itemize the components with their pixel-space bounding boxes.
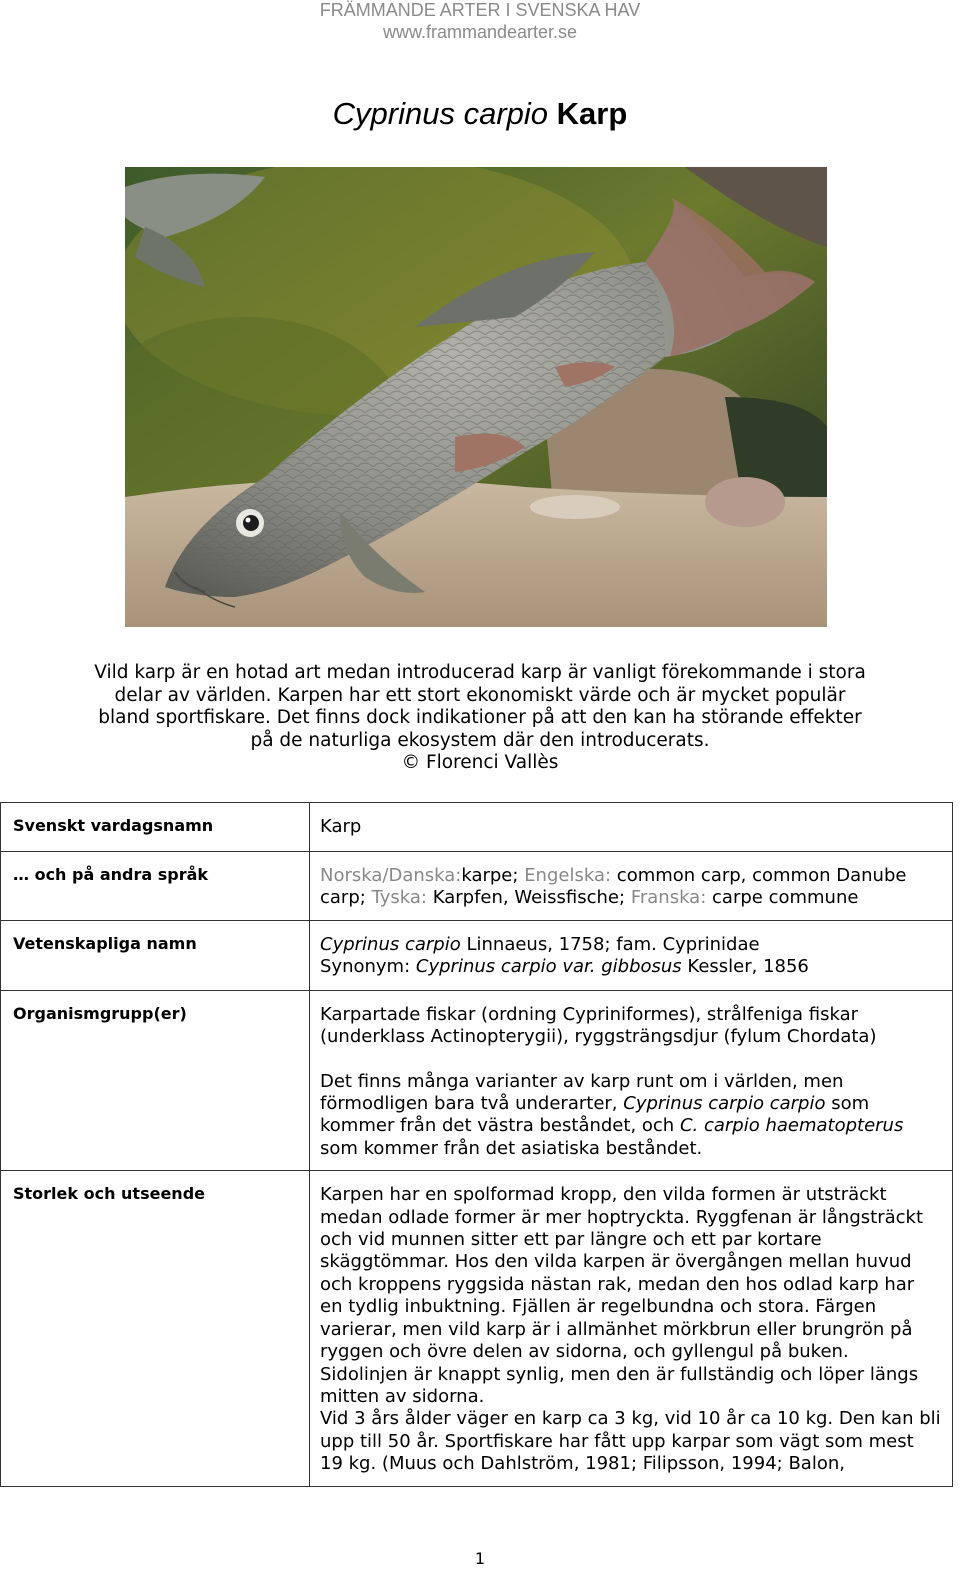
page-title xyxy=(0,96,960,132)
label-vardagsnamn: Svenskt vardagsnamn xyxy=(1,803,310,852)
title-common: Karp xyxy=(556,96,628,131)
label-organism: Organismgrupp(er) xyxy=(1,990,310,1170)
title-latin: Cyprinus carpio xyxy=(332,96,549,131)
table-row xyxy=(1,1171,953,1486)
value-vardagsnamn: Karp xyxy=(310,803,953,852)
header-url[interactable]: www.frammandearter.se xyxy=(382,22,578,42)
value-organism: Karpartade fiskar (ordning Cypriniformes), strålfeniga fiskar (underklass Actinopterygii), ryggsträngsdjur (fylum Chordata) Det finns många varianter av karp runt om i världen, men förmodligen bara två underarter, Cyprinus carpio carpio som kommer från det västra beståndet, och C. carpio haematopterus som kommer från det asiatiska beståndet. xyxy=(310,990,953,1170)
header-title: FRÄMMANDE ARTER I SVENSKA HAV xyxy=(319,0,641,20)
photo-credit: © Florenci Vallès xyxy=(401,752,559,773)
label-vetenskap: Vetenskapliga namn xyxy=(1,920,310,990)
value-storlek: Karpen har en spolformad kropp, den vilda formen är utsträckt medan odlade former är mer hoptryckta. Ryggfenan är långsträckt och vid munnen sitter ett par längre och ett par kortare skäggtömmar. Hos den vilda karpen är övergången mellan huvud och kroppens ryggsida nästan rak, medan den hos odlad karp har en tydlig inbuktning. Fjällen är regelbundna och stora. Färgen varierar, men vild karp är i allmänhet mörkbrun eller brungrön på ryggen och övre delen av sidorna, och gyllengul på buken. Sidolinjen är knappt synlig, men den är fullständig och löper längs mitten av sidorna. Vid 3 års ålder väger en karp ca 3 kg, vid 10 år ca 10 kg. Den kan bli upp till 50 år. Sportfiskare har fått upp karpar som vägt som mest 19 kg. (Muus och Dahlström, 1981; Filipsson, 1994; Balon, xyxy=(310,1171,953,1486)
table-row xyxy=(1,803,953,852)
intro-paragraph: Vild karp är en hotad art medan introducerad karp är vanligt förekommande i stora delar av världen. Karpen har ett stort ekonomiskt värde och är mycket populär bland sportfiskare. Det finns dock indikationer på att den kan ha störande effekter på de naturliga ekosystem där den introducerats. © Florenci Vallès xyxy=(80,662,880,775)
page-number: 1 xyxy=(474,1549,486,1568)
table-row xyxy=(1,990,953,1170)
value-sprak: Norska/Danska:karpe; Engelska: common carp, common Danube carp; Tyska: Karpfen, Weissfische; Franska: carpe commune xyxy=(310,852,953,921)
label-sprak: … och på andra språk xyxy=(1,852,310,921)
table-row xyxy=(1,852,953,921)
value-vetenskap: Cyprinus carpio Linnaeus, 1758; fam. Cyprinidae Synonym: Cyprinus carpio var. gibbosus Kessler, 1856 xyxy=(310,920,953,990)
carp-photo xyxy=(125,167,827,627)
label-storlek: Storlek och utseende xyxy=(1,1171,310,1486)
table-row xyxy=(1,920,953,990)
species-facts-table xyxy=(0,802,953,1487)
